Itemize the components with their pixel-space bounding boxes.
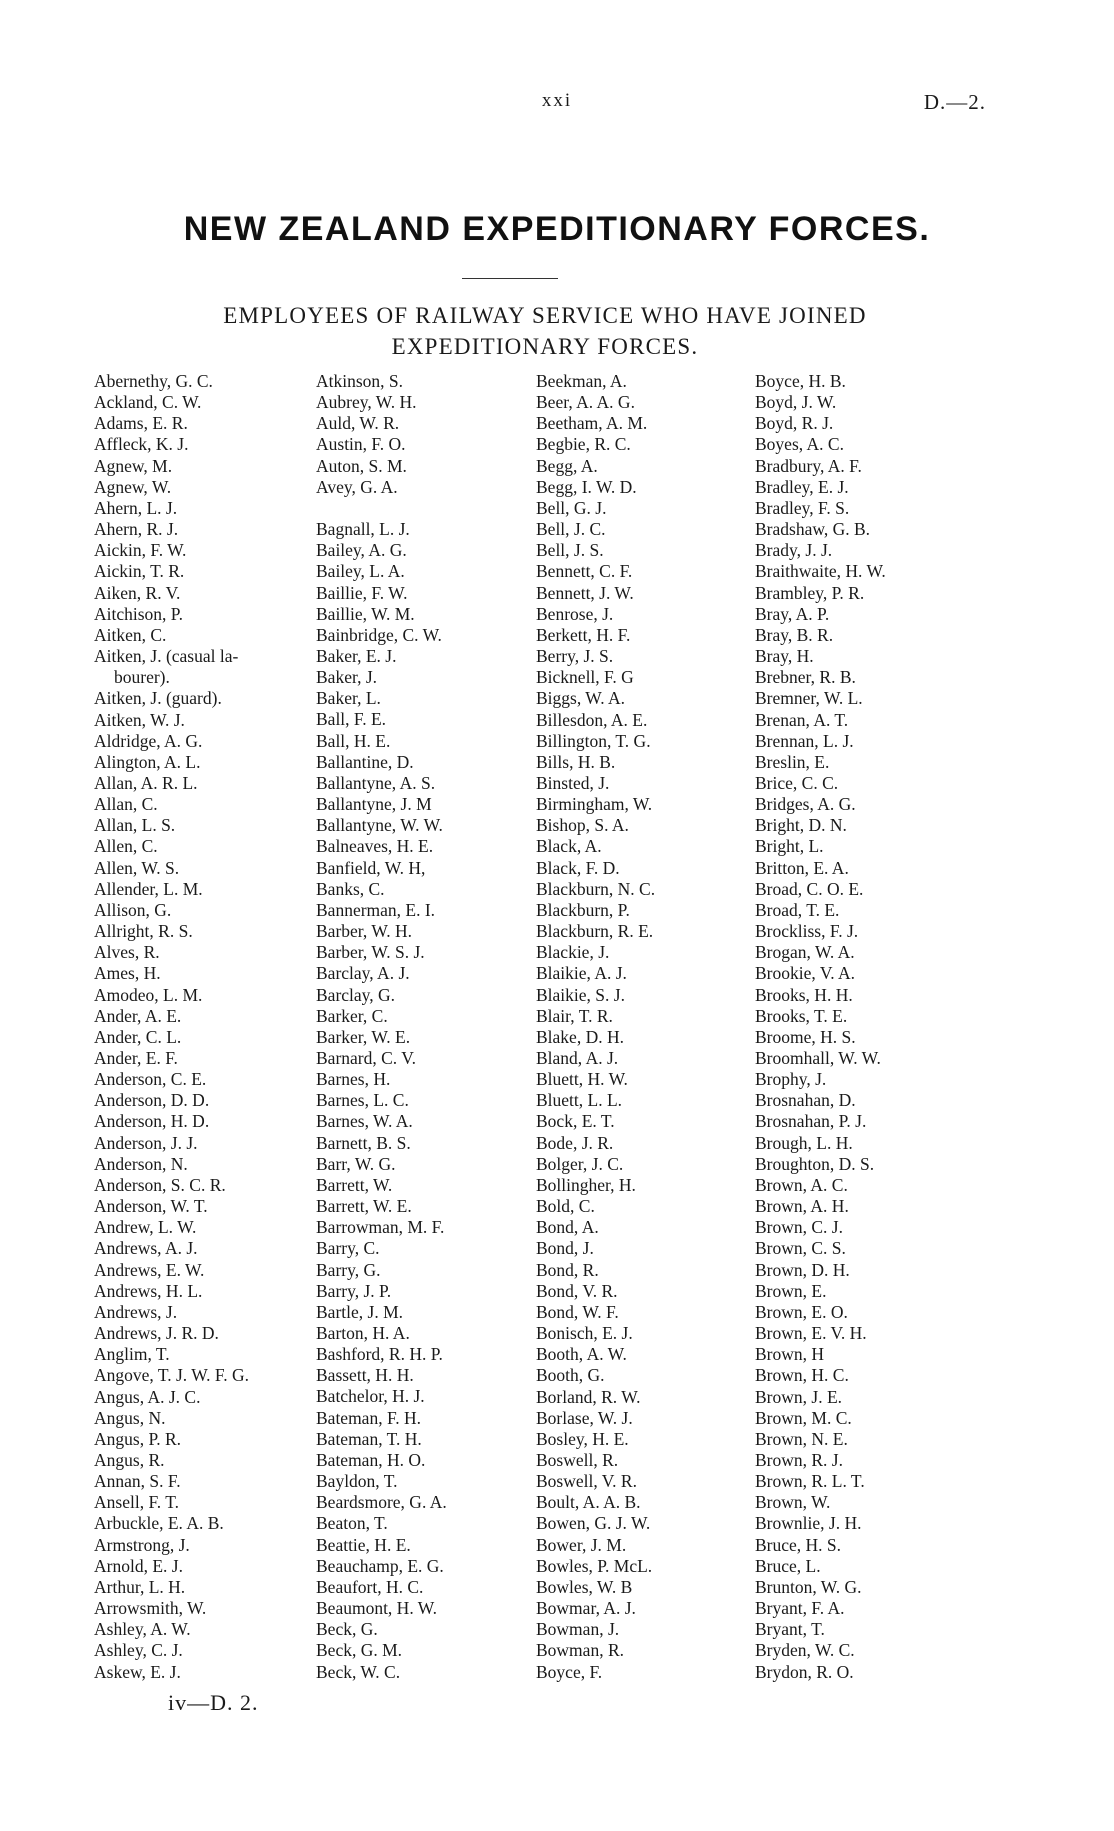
list-item: Bashford, R. H. P.	[316, 1344, 443, 1365]
list-item: Barton, H. A.	[316, 1323, 410, 1344]
list-item: Baillie, F. W.	[316, 582, 408, 603]
list-item: Agnew, W.	[94, 476, 172, 497]
list-item: Ashley, C. J.	[94, 1640, 183, 1661]
list-item: Angus, R.	[94, 1449, 165, 1470]
list-item: Ansell, F. T.	[94, 1492, 179, 1513]
list-item: Bishop, S. A.	[536, 815, 629, 836]
list-item: Andrews, E. W.	[94, 1259, 205, 1280]
list-item: Boyd, J. W.	[755, 392, 837, 413]
list-item: Avey, G. A.	[316, 476, 398, 497]
list-item: Birmingham, W.	[536, 794, 653, 815]
list-item: Bateman, H. O.	[316, 1449, 426, 1470]
list-item: Ball, F. E.	[316, 709, 387, 730]
list-item: Allright, R. S.	[94, 921, 193, 942]
list-item: Barry, C.	[316, 1238, 380, 1259]
list-item: Brown, H	[755, 1344, 825, 1365]
list-gap	[316, 498, 526, 519]
list-item: Bright, L.	[755, 836, 824, 857]
list-item: Beaufort, H. C.	[316, 1576, 424, 1597]
list-item: Amodeo, L. M.	[94, 984, 203, 1005]
list-item: Bowman, J.	[536, 1619, 620, 1640]
list-item: Bowles, P. McL.	[536, 1555, 653, 1576]
list-item: Batchelor, H. J.	[316, 1386, 425, 1407]
list-item: Anderson, N.	[94, 1153, 188, 1174]
list-item: Ballantyne, J. M	[316, 794, 432, 815]
list-item: Bowmar, A. J.	[536, 1598, 636, 1619]
list-item: Brosnahan, P. J.	[755, 1111, 867, 1132]
list-item: Broughton, D. S.	[755, 1153, 875, 1174]
list-item: Booth, A. W.	[536, 1344, 627, 1365]
list-item: Baillie, W. M.	[316, 603, 415, 624]
list-item: Bradbury, A. F.	[755, 455, 862, 476]
list-item: Arbuckle, E. A. B.	[94, 1513, 224, 1534]
list-item: Bryant, T.	[755, 1619, 825, 1640]
list-item: Angus, P. R.	[94, 1428, 182, 1449]
list-item: Bruce, L.	[755, 1555, 821, 1576]
list-item: Allender, L. M.	[94, 878, 203, 899]
list-item: Brown, A. H.	[755, 1196, 849, 1217]
list-item: Bridges, A. G.	[755, 794, 856, 815]
list-item: Banfield, W. H,	[316, 857, 426, 878]
list-item: Aitken, J. (casual la-	[94, 646, 239, 667]
list-item: Annan, S. F.	[94, 1471, 181, 1492]
list-item: Bills, H. B.	[536, 751, 616, 772]
list-item: Beck, G.	[316, 1619, 378, 1640]
title-divider	[462, 278, 558, 279]
list-item: Andrews, J.	[94, 1301, 178, 1322]
list-item: Borlase, W. J.	[536, 1407, 633, 1428]
list-item: Boyce, F.	[536, 1661, 603, 1682]
list-item: Bateman, T. H.	[316, 1428, 422, 1449]
list-item: Berry, J. S.	[536, 646, 614, 667]
list-item: Ander, E. F.	[94, 1048, 178, 1068]
list-item: Bassett, H. H.	[316, 1365, 414, 1386]
list-item: Brown, E. O.	[755, 1301, 848, 1322]
list-item: Allan, L. S.	[94, 815, 176, 836]
list-item: Bode, J. R.	[536, 1132, 614, 1153]
list-item: Andrews, H. L.	[94, 1280, 203, 1301]
list-item: Bright, D. N.	[755, 815, 847, 836]
page-subtitle: EMPLOYEES OF RAILWAY SERVICE WHO HAVE JOINED EXPEDITIONARY FORCES.	[223, 303, 867, 359]
list-item: Agnew, M.	[94, 455, 173, 476]
page-title: NEW ZEALAND EXPEDITIONARY FORCES.	[183, 210, 931, 248]
list-item: Bruce, H. S.	[755, 1534, 842, 1555]
list-item: Barker, C.	[316, 1005, 388, 1026]
list-item: Askew, E. J.	[94, 1661, 181, 1682]
list-item: Bowles, W. B	[536, 1576, 633, 1597]
list-item: Bennett, C. F.	[536, 561, 633, 582]
list-item: Boyd, R. J.	[755, 413, 834, 434]
list-item: Bond, J.	[536, 1238, 594, 1259]
list-item: Bradshaw, G. B.	[755, 519, 871, 540]
list-item: Bailey, A. G.	[316, 540, 407, 561]
list-item: Bond, W. F.	[536, 1301, 619, 1322]
list-item: Bond, R.	[536, 1259, 599, 1280]
list-item: Brown, H. C.	[755, 1365, 849, 1386]
list-item: Allen, C.	[94, 836, 158, 857]
list-item: Bremner, W. L.	[755, 688, 863, 709]
list-item: Bock, E. T.	[536, 1111, 615, 1132]
list-item: Banks, C.	[316, 878, 385, 899]
list-item: Beaumont, H. W.	[316, 1598, 438, 1619]
list-item: Begbie, R. C.	[536, 434, 631, 455]
list-item: Brown, R. J.	[755, 1449, 843, 1470]
list-item: Brebner, R. B.	[755, 667, 856, 688]
list-item: Angove, T. J. W. F. G.	[94, 1365, 249, 1386]
list-item: Bagnall, L. J.	[316, 519, 410, 540]
list-item: Billesdon, A. E.	[536, 709, 648, 730]
list-item: Aubrey, W. H.	[316, 392, 417, 413]
list-item: Baker, J.	[316, 667, 378, 688]
list-item: Bateman, F. H.	[316, 1407, 422, 1428]
list-item: Brice, C. C.	[755, 772, 839, 793]
list-item: Brownlie, J. H.	[755, 1513, 862, 1534]
list-item: Bray, A. P.	[755, 603, 830, 624]
list-item: Blaikie, A. J.	[536, 963, 627, 984]
list-item: Bray, B. R.	[755, 624, 834, 645]
list-item: Brooks, T. E.	[755, 1005, 848, 1026]
list-item: Brown, W.	[755, 1492, 831, 1513]
name-column-1	[94, 371, 304, 1683]
list-item: Barry, G.	[316, 1259, 381, 1280]
list-item: Benrose, J.	[536, 603, 614, 624]
list-item: Affleck, K. J.	[94, 434, 189, 455]
list-item: Bolger, J. C.	[536, 1153, 624, 1174]
list-item: Anderson, H. D.	[94, 1111, 210, 1132]
list-item: Aldridge, A. G.	[94, 730, 203, 751]
list-item: Barrett, W. E.	[316, 1196, 412, 1217]
list-item: Blaikie, S. J.	[536, 984, 625, 1005]
list-item: Barry, J. P.	[316, 1280, 392, 1301]
list-item: Blackburn, R. E.	[536, 921, 654, 942]
list-item: Brooks, H. H.	[755, 984, 853, 1005]
list-item: Bell, J. C.	[536, 519, 606, 540]
list-item: Bray, H.	[755, 646, 814, 667]
list-item: Beekman, A.	[536, 371, 627, 391]
list-item: Aitchison, P.	[94, 603, 183, 624]
list-item: Allan, A. R. L.	[94, 772, 198, 793]
list-item: Anderson, D. D.	[94, 1090, 210, 1111]
list-item: Armstrong, J.	[94, 1534, 190, 1555]
list-item: Borland, R. W.	[536, 1386, 641, 1407]
list-item: Brydon, R. O.	[755, 1661, 854, 1682]
list-item: Aickin, F. W.	[94, 540, 187, 561]
list-item: Anderson, S. C. R.	[94, 1174, 226, 1195]
list-item: Brosnahan, D.	[755, 1090, 856, 1111]
list-item: Allen, W. S.	[94, 857, 180, 878]
list-item: Black, F. D.	[536, 857, 620, 878]
list-item: Arthur, L. H.	[94, 1576, 186, 1597]
list-item: Brown, E. V. H.	[755, 1323, 867, 1344]
list-item: Brophy, J.	[755, 1069, 827, 1090]
list-item: Berkett, H. F.	[536, 624, 631, 645]
list-item: Black, A.	[536, 836, 602, 857]
list-item: Adams, E. R.	[94, 413, 188, 434]
list-item: Bluett, H. W.	[536, 1069, 628, 1090]
list-item: Barclay, A. J.	[316, 963, 410, 984]
list-item: Abernethy, G. C.	[94, 371, 213, 391]
list-item: Andrews, J. R. D.	[94, 1323, 219, 1344]
list-item: Alington, A. L.	[94, 751, 201, 772]
list-item: Brown, E.	[755, 1280, 827, 1301]
list-item: Ballantyne, A. S.	[316, 772, 436, 793]
list-item: Bold, C.	[536, 1196, 595, 1217]
list-item: Ballantine, D.	[316, 751, 414, 772]
list-item: Boult, A. A. B.	[536, 1492, 641, 1513]
list-item: Ahern, R. J.	[94, 519, 179, 540]
list-item: Angus, N.	[94, 1407, 166, 1428]
list-item: Breslin, E.	[755, 751, 830, 772]
list-item: Aitken, C.	[94, 624, 167, 645]
list-item: Bradley, F. S.	[755, 497, 850, 518]
list-item: Anderson, J. J.	[94, 1132, 198, 1153]
list-item: Baker, L.	[316, 688, 381, 709]
name-column-4	[755, 371, 965, 1683]
list-item: Brown, M. C.	[755, 1407, 852, 1428]
list-item: Ahern, L. J.	[94, 497, 178, 518]
list-item: Balneaves, H. E.	[316, 836, 434, 857]
list-item: Bluett, L. L.	[536, 1090, 623, 1111]
list-item: Brown, J. E.	[755, 1386, 843, 1407]
list-item: Bower, J. M.	[536, 1534, 627, 1555]
list-item: Bollingher, H.	[536, 1174, 636, 1195]
list-item: Braithwaite, H. W.	[755, 561, 886, 582]
list-item: Broome, H. S.	[755, 1026, 856, 1047]
list-item: Brookie, V. A.	[755, 963, 855, 984]
name-column-3	[536, 371, 746, 1683]
list-item: Angus, A. J. C.	[94, 1386, 201, 1407]
list-item: Boyes, A. C.	[755, 434, 844, 455]
list-item: Brough, L. H.	[755, 1132, 853, 1153]
list-item: Allan, C.	[94, 794, 158, 815]
list-item: Andrews, A. J.	[94, 1238, 198, 1259]
list-item: Bicknell, F. G	[536, 667, 634, 688]
list-item: Baker, E. J.	[316, 646, 397, 667]
list-item: Billington, T. G.	[536, 730, 651, 751]
list-item: Boswell, V. R.	[536, 1471, 637, 1492]
document-reference: D.—2.	[923, 90, 986, 114]
list-item: Ball, H. E.	[316, 730, 391, 751]
list-item: Bell, J. S.	[536, 540, 604, 561]
list-item: Bland, A. J.	[536, 1048, 619, 1068]
list-item: Aitken, W. J.	[94, 709, 185, 730]
list-item: Anderson, W. T.	[94, 1196, 208, 1217]
list-item: Auton, S. M.	[316, 455, 407, 476]
list-item: Bannerman, E. I.	[316, 899, 436, 920]
list-item: Blair, T. R.	[536, 1005, 613, 1026]
list-item: Bond, V. R.	[536, 1280, 618, 1301]
list-item: Brogan, W. A.	[755, 942, 855, 963]
list-item: Barrett, W.	[316, 1174, 393, 1195]
list-item: Barnes, W. A.	[316, 1111, 413, 1132]
list-item: Bond, A.	[536, 1217, 599, 1238]
list-item: Anglim, T.	[94, 1344, 170, 1365]
list-item: Bradley, E. J.	[755, 476, 849, 497]
list-item: Brady, J. J.	[755, 540, 833, 561]
list-item: Booth, G.	[536, 1365, 605, 1386]
list-item: Blackie, J.	[536, 942, 610, 963]
list-item: Brown, R. L. T.	[755, 1471, 865, 1492]
list-item: Bryant, F. A.	[755, 1598, 845, 1619]
list-item: Anderson, C. E.	[94, 1069, 207, 1090]
name-column-2	[316, 371, 526, 1683]
list-item: Biggs, W. A.	[536, 688, 625, 709]
list-item: Allison, G.	[94, 899, 172, 920]
list-item: Brockliss, F. J.	[755, 921, 859, 942]
list-item: Brown, C. J.	[755, 1217, 843, 1238]
list-item: Barnes, H.	[316, 1069, 391, 1090]
list-item: Auld, W. R.	[316, 413, 400, 434]
list-item: Begg, I. W. D.	[536, 476, 637, 497]
list-item: Begg, A.	[536, 455, 598, 476]
list-item: Broomhall, W. W.	[755, 1048, 881, 1068]
list-item: Beattie, H. E.	[316, 1534, 411, 1555]
list-item: Binsted, J.	[536, 772, 610, 793]
list-item: Brown, N. E.	[755, 1428, 848, 1449]
list-item: Austin, F. O.	[316, 434, 406, 455]
list-item: Aitken, J. (guard).	[94, 688, 222, 709]
list-item: Ander, C. L.	[94, 1026, 182, 1047]
list-item: Andrew, L. W.	[94, 1217, 197, 1238]
list-item: Bell, G. J.	[536, 497, 607, 518]
list-item: Beauchamp, E. G.	[316, 1555, 444, 1576]
list-item: Arrowsmith, W.	[94, 1598, 207, 1619]
list-item: Bailey, L. A.	[316, 561, 405, 582]
list-item: Bowman, R.	[536, 1640, 624, 1661]
list-item: Brown, A. C.	[755, 1174, 848, 1195]
list-item: Barrowman, M. F.	[316, 1217, 445, 1238]
list-item: Broad, C. O. E.	[755, 878, 864, 899]
list-item: Brenan, A. T.	[755, 709, 849, 730]
list-item: Broad, T. E.	[755, 899, 840, 920]
list-item: Bennett, J. W.	[536, 582, 634, 603]
list-item: Beck, G. M.	[316, 1640, 403, 1661]
list-item: Bainbridge, C. W.	[316, 624, 442, 645]
list-item: Boswell, R.	[536, 1449, 619, 1470]
list-item: Bryden, W. C.	[755, 1640, 855, 1661]
list-item: Barnard, C. V.	[316, 1047, 416, 1068]
list-item: Bosley, H. E.	[536, 1428, 629, 1449]
list-item: Brambley, P. R.	[755, 582, 865, 603]
list-item: Arnold, E. J.	[94, 1555, 183, 1576]
list-item: Beaton, T.	[316, 1513, 388, 1534]
list-item: Bartle, J. M.	[316, 1301, 404, 1322]
list-item: Boyce, H. B.	[755, 371, 846, 391]
list-item: Bonisch, E. J.	[536, 1323, 633, 1344]
list-item: Barker, W. E.	[316, 1026, 411, 1047]
list-item: bourer).	[114, 667, 170, 688]
list-item: Beck, W. C.	[316, 1661, 401, 1682]
page-numeral: xxi	[541, 90, 573, 111]
list-item: Ballantyne, W. W.	[316, 815, 443, 836]
list-item: Brown, C. S.	[755, 1238, 846, 1259]
list-item: Barber, W. H.	[316, 921, 413, 942]
list-item: Brennan, L. J.	[755, 730, 854, 751]
list-item: Ackland, C. W.	[94, 392, 202, 413]
list-item: Beer, A. A. G.	[536, 392, 635, 413]
list-item: Bowen, G. J. W.	[536, 1513, 651, 1534]
list-item: Atkinson, S.	[316, 371, 404, 391]
list-item: Barnes, L. C.	[316, 1090, 409, 1111]
list-item: Brown, D. H.	[755, 1259, 850, 1280]
list-item: Brunton, W. G.	[755, 1576, 862, 1597]
list-item: Aiken, R. V.	[94, 582, 181, 603]
list-item: Ashley, A. W.	[94, 1619, 191, 1640]
list-item: Blackburn, P.	[536, 899, 630, 920]
list-item: Blackburn, N. C.	[536, 878, 656, 899]
list-item: Aickin, T. R.	[94, 561, 185, 582]
list-item: Bayldon, T.	[316, 1471, 398, 1492]
list-item: Ames, H.	[94, 963, 161, 984]
list-item: Barnett, B. S.	[316, 1132, 411, 1153]
list-item: Britton, E. A.	[755, 857, 849, 878]
list-item: Barclay, G.	[316, 984, 396, 1005]
list-item: Beetham, A. M.	[536, 413, 648, 434]
list-item: Ander, A. E.	[94, 1005, 182, 1026]
list-item: Barber, W. S. J.	[316, 942, 425, 963]
list-item: Alves, R.	[94, 942, 160, 963]
list-item: Blake, D. H.	[536, 1026, 624, 1047]
list-item: Beardsmore, G. A.	[316, 1492, 447, 1513]
list-item: Barr, W. G.	[316, 1153, 396, 1174]
page-footer: iv—D. 2.	[168, 1690, 259, 1715]
